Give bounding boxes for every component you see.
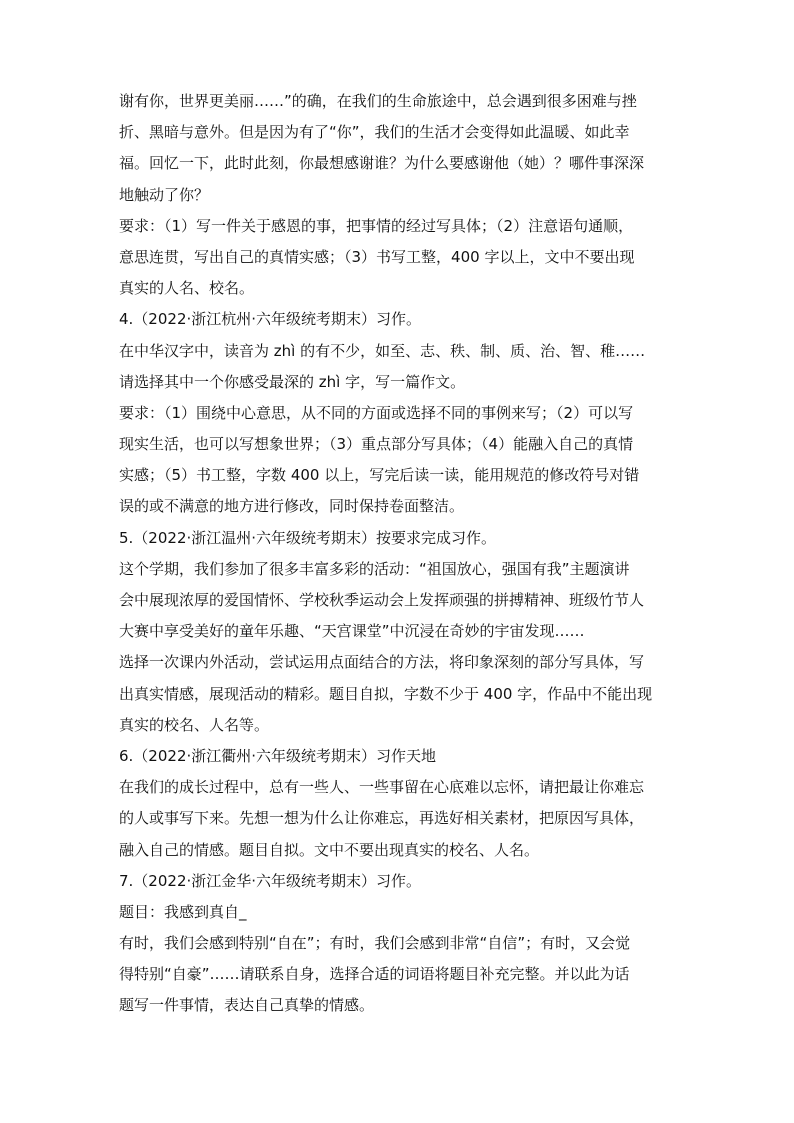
text-line: 真实的校名、人名等。 [119, 715, 270, 734]
text-line: 这个学期，我们参加了很多丰富多彩的活动：“祖国放心，强国有我”主题演讲 [119, 559, 630, 578]
requirements-line: 要求：（1）写一件关于感恩的事，把事情的经过写具体；（2）注意语句通顺， [119, 216, 634, 235]
requirements-line: 现实生活，也可以写想象世界；（3）重点部分写具体；（4）能融入自己的真情 [119, 435, 634, 454]
text-line: 有时，我们会感到特别“自在”；有时，我们会感到非常“自信”；有时，又会觉 [119, 934, 631, 953]
text-line: 谢有你，世界更美丽……”的确，在我们的生命旅途中，总会遇到很多困难与挫 [119, 92, 637, 110]
requirements-line: 误的或不满意的地方进行修改，同时保持卷面整洁。 [119, 497, 465, 516]
question-heading-6: 6.（2022·浙江衢州·六年级统考期末）习作天地 [119, 746, 437, 765]
text-line: 请选择其中一个你感受最深的 zhì 字，写一篇作文。 [119, 372, 466, 391]
text-line: 得特别“自豪”……请联系自身，选择合适的词语将题目补充完整。并以此为话 [119, 965, 630, 984]
text-line: 会中展现浓厚的爱国情怀、学校秋季运动会上发挥顽强的拼搏精神、班级竹节人 [119, 591, 645, 609]
question-heading-5: 5.（2022·浙江温州·六年级统考期末）按要求完成习作。 [119, 528, 497, 547]
text-line: 折、黑暗与意外。但是因为有了“你”，我们的生活才会变得如此温暖、如此幸 [119, 123, 630, 142]
question-heading-4: 4.（2022·浙江杭州·六年级统考期末）习作。 [119, 310, 422, 329]
requirements-line: 实感；（5）书工整，字数 400 以上，写完后读一读，能用规范的修改符号对错 [119, 466, 640, 485]
text-line: 的人或事写下来。先想一想为什么让你难忘，再选好相关素材，把原因写具体， [119, 809, 645, 828]
requirements-line: 真实的人名、校名。 [119, 279, 255, 298]
text-line: 在中华汉字中，读音为 zhì 的有不少，如至、志、秩、制、质、治、智、稚…… [119, 341, 646, 360]
text-line: 题写一件事情，表达自己真挚的情感。 [119, 996, 375, 1015]
text-line: 选择一次课内外活动，尝试运用点面结合的方法，将印象深刻的部分写具体，写 [119, 653, 645, 672]
text-line: 出真实情感，展现活动的精彩。题目自拟，字数不少于 400 字，作品中不能出现 [119, 684, 653, 703]
text-line: 福。回忆一下，此时此刻，你最想感谢谁？为什么要感谢他（她）？哪件事深深 [119, 154, 645, 173]
essay-title-line: 题目：我感到真自_ [119, 902, 247, 921]
question-heading-7: 7.（2022·浙江金华·六年级统考期末）习作。 [119, 871, 422, 890]
document-page [119, 86, 679, 1022]
text-line: 地触动了你？ [119, 185, 210, 204]
text-line: 融入自己的情感。题目自拟。文中不要出现真实的校名、人名。 [119, 840, 540, 859]
text-line: 大赛中享受美好的童年乐趣、“天宫课堂”中沉浸在奇妙的宇宙发现…… [119, 622, 585, 641]
requirements-line: 要求：（1）围绕中心意思，从不同的方面或选择不同的事例来写；（2）可以写 [119, 403, 634, 422]
requirements-line: 意思连贯，写出自己的真情实感；（3）书写工整，400 字以上，文中不要出现 [119, 247, 635, 266]
text-line: 在我们的成长过程中，总有一些人、一些事留在心底难以忘怀，请把最让你难忘 [119, 778, 645, 797]
